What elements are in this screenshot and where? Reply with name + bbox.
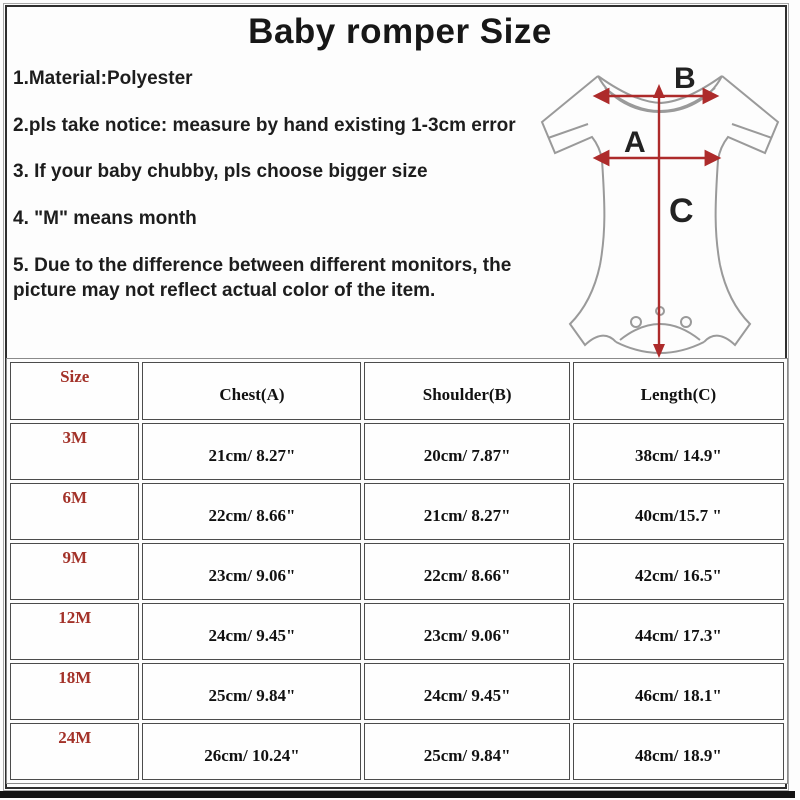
size-value: 24M	[10, 723, 139, 780]
chest-value: 25cm/ 9.84"	[142, 663, 361, 720]
header-size: Size	[10, 362, 139, 420]
chest-value: 23cm/ 9.06"	[142, 543, 361, 600]
shoulder-value: 24cm/ 9.45"	[364, 663, 569, 720]
note-chubby-size: 3. If your baby chubby, pls choose bigger size	[13, 161, 428, 183]
header-length: Length(C)	[573, 362, 784, 420]
length-value: 48cm/ 18.9"	[573, 723, 784, 780]
baby-romper-icon	[528, 60, 790, 360]
label-b: B	[674, 62, 696, 95]
table-row	[10, 483, 784, 540]
shoulder-value: 23cm/ 9.06"	[364, 603, 569, 660]
size-value: 9M	[10, 543, 139, 600]
size-table	[6, 358, 788, 784]
notes-list	[13, 66, 518, 325]
length-value: 42cm/ 16.5"	[573, 543, 784, 600]
shoulder-value: 20cm/ 7.87"	[364, 423, 569, 480]
label-c: C	[669, 192, 694, 230]
size-value: 12M	[10, 603, 139, 660]
note-material: 1.Material:Polyester	[13, 68, 193, 89]
table-row	[10, 663, 784, 720]
table-row	[10, 543, 784, 600]
table-row	[10, 723, 784, 780]
length-value: 38cm/ 14.9"	[573, 423, 784, 480]
shoulder-value: 22cm/ 8.66"	[364, 543, 569, 600]
header-shoulder: Shoulder(B)	[364, 362, 569, 420]
measurement-arrows	[596, 84, 718, 358]
table-row	[10, 603, 784, 660]
note-month-meaning: 4. "M" means month	[13, 207, 197, 229]
length-value: 46cm/ 18.1"	[573, 663, 784, 720]
size-value: 3M	[10, 423, 139, 480]
header-chest: Chest(A)	[142, 362, 361, 420]
chest-value: 26cm/ 10.24"	[142, 723, 361, 780]
shoulder-value: 21cm/ 8.27"	[364, 483, 569, 540]
note-measure-error: 2.pls take notice: measure by hand existing 1-3cm error	[13, 114, 516, 136]
note-monitor-color: 5. Due to the difference between different monitors, the picture may not reflect actual color of the item.	[13, 254, 512, 302]
bottom-divider-bar	[0, 791, 795, 798]
length-value: 44cm/ 17.3"	[573, 603, 784, 660]
chest-value: 22cm/ 8.66"	[142, 483, 361, 540]
length-value: 40cm/15.7 "	[573, 483, 784, 540]
table-header-row	[10, 362, 784, 420]
size-value: 6M	[10, 483, 139, 540]
shoulder-value: 25cm/ 9.84"	[364, 723, 569, 780]
chest-value: 21cm/ 8.27"	[142, 423, 361, 480]
chest-value: 24cm/ 9.45"	[142, 603, 361, 660]
size-value: 18M	[10, 663, 139, 720]
page-title: Baby romper Size	[248, 12, 552, 51]
label-a: A	[624, 126, 646, 159]
table-row	[10, 423, 784, 480]
romper-measurement-diagram	[528, 60, 790, 360]
